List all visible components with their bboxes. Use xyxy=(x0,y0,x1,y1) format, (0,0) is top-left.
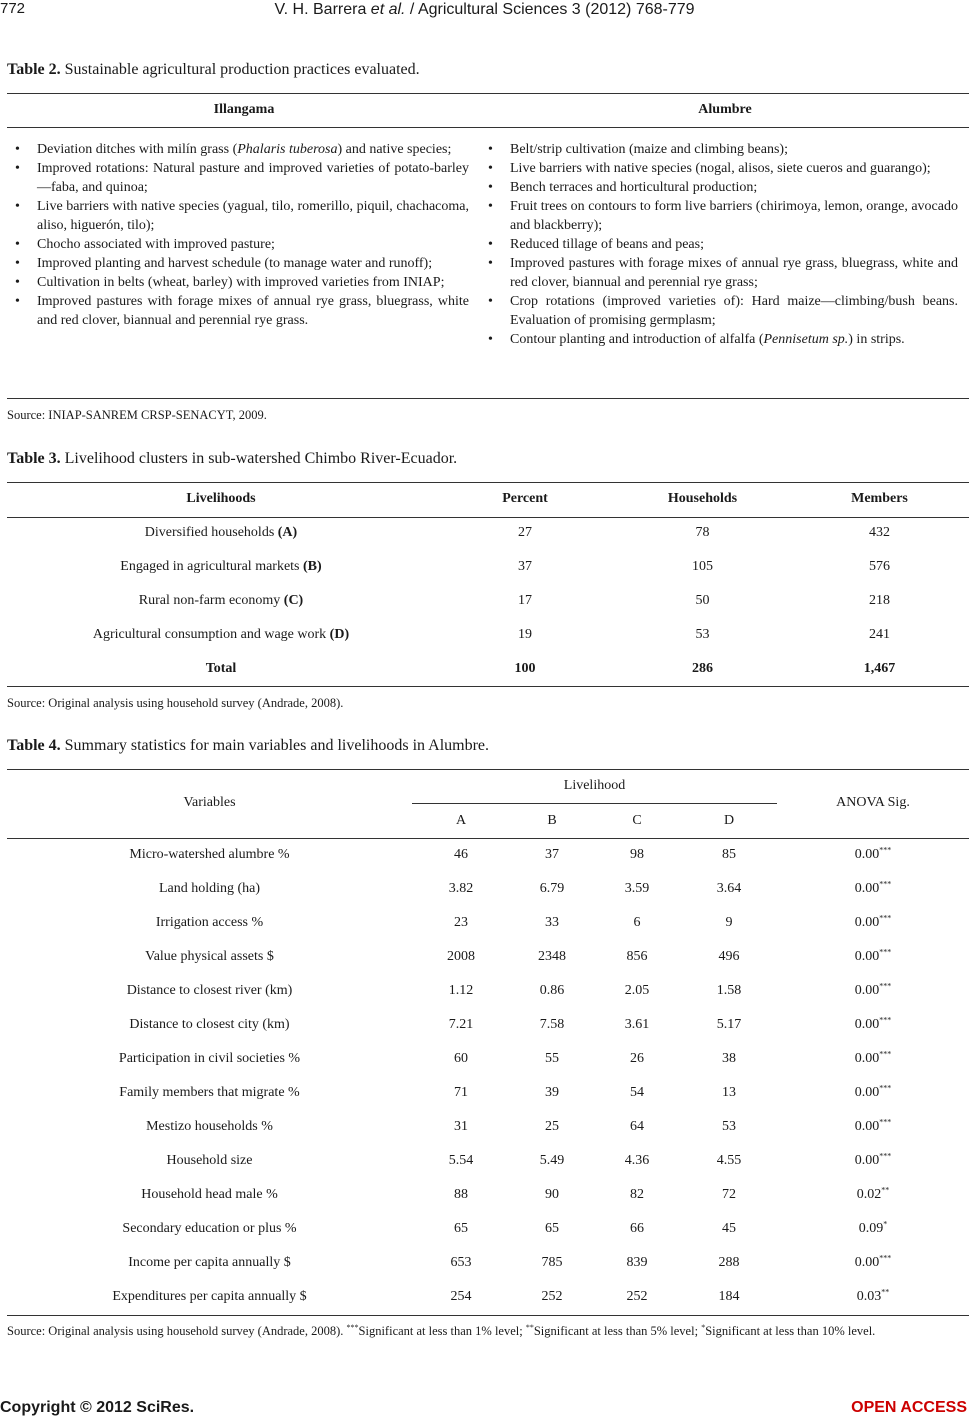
table4-variable-cell: Mestizo households % xyxy=(146,1119,273,1134)
table4-d-cell: 1.58 xyxy=(716,983,742,998)
table4-b-cell: 785 xyxy=(541,1255,563,1270)
table4-variable-cell: Income per capita annually $ xyxy=(128,1255,291,1270)
table4-sig-stars: *** xyxy=(879,1083,892,1093)
table4-d-cell: 13 xyxy=(722,1085,736,1100)
table3-members-cell: 241 xyxy=(869,627,890,642)
table4-a-cell: 254 xyxy=(450,1289,472,1304)
table3-livelihood-code: (D) xyxy=(329,627,350,642)
table3-bottom-rule xyxy=(7,686,969,687)
table3-livelihood-cell xyxy=(7,525,435,541)
table4-a-cell: 5.54 xyxy=(448,1153,474,1168)
table4-b-cell: 39 xyxy=(545,1085,559,1100)
table4-b-cell: 90 xyxy=(545,1187,559,1202)
table4-source xyxy=(7,1323,969,1340)
table4-sig-value: 0.00 xyxy=(854,1085,880,1100)
table4-subcol-a: A xyxy=(455,813,467,828)
table4-sig-stars: *** xyxy=(879,981,892,991)
table4-sig-cell xyxy=(777,1153,969,1169)
table2-header-rule xyxy=(7,127,969,128)
table3-livelihood-code: (C) xyxy=(283,593,304,608)
table4-c-cell: 3.59 xyxy=(624,881,650,896)
table3-col-members: Members xyxy=(851,491,908,506)
table4-d-cell: 85 xyxy=(722,847,736,862)
table4-sig-stars: *** xyxy=(879,1015,892,1025)
table3-livelihood-name: Engaged in agricultural markets xyxy=(120,559,300,574)
table2-list-item: • Fruit trees on contours to form live barriers (chirimoya, lemon, orange, avocado and blackberry); xyxy=(480,197,958,235)
table4-c-cell: 2.05 xyxy=(624,983,650,998)
table2-bottom-rule xyxy=(7,398,969,399)
table4-sig-cell xyxy=(777,1187,969,1203)
table4-b-cell: 33 xyxy=(545,915,559,930)
table4-b-cell: 25 xyxy=(545,1119,559,1134)
table4-caption-text: Summary statistics for main variables and livelihoods in Alumbre. xyxy=(64,737,490,754)
table3-households-cell: 53 xyxy=(695,627,710,642)
table4-source-stars3: * xyxy=(701,1322,706,1332)
table4-variable-cell: Household head male % xyxy=(141,1187,278,1202)
table3-header-rule xyxy=(7,517,969,518)
table2-list-item: • Improved planting and harvest schedule (to manage water and runoff); xyxy=(7,254,469,273)
table4-variable-cell: Irrigation access % xyxy=(155,915,264,930)
table2-list-item: • Contour planting and introduction of alfalfa (Pennisetum sp.) in strips. xyxy=(480,330,958,349)
table2-source: Source: INIAP-SANREM CRSP-SENACYT, 2009. xyxy=(7,408,267,422)
table4-c-cell: 3.61 xyxy=(624,1017,650,1032)
table4-sig-value: 0.00 xyxy=(854,1255,880,1270)
table4-source-text2: Significant at less than 5% level; xyxy=(533,1324,702,1338)
table4-d-cell: 38 xyxy=(722,1051,736,1066)
table4-a-cell: 46 xyxy=(454,847,468,862)
table4-sig-value: 0.00 xyxy=(854,949,880,964)
table3-livelihood-name: Agricultural consumption and wage work xyxy=(92,627,327,642)
table4-variable-cell: Household size xyxy=(166,1153,253,1168)
table3-percent-cell: 27 xyxy=(518,525,532,540)
table4-subcol-c: C xyxy=(632,813,642,828)
table4-sig-cell xyxy=(777,915,969,931)
table4-b-cell: 0.86 xyxy=(539,983,565,998)
table4-a-cell: 7.21 xyxy=(448,1017,474,1032)
table3-livelihood-cell xyxy=(7,593,435,609)
table4-c-cell: 54 xyxy=(630,1085,644,1100)
table4-sig-value: 0.00 xyxy=(854,1119,880,1134)
table4-a-cell: 71 xyxy=(454,1085,468,1100)
table4-sig-value: 0.00 xyxy=(854,1051,880,1066)
table4-source-text1: Significant at less than 1% level; xyxy=(358,1324,526,1338)
table4-c-cell: 839 xyxy=(626,1255,648,1270)
table3-households-cell: 78 xyxy=(695,525,710,540)
table4-b-cell: 5.49 xyxy=(539,1153,565,1168)
table2-list-item: • Bench terraces and horticultural production; xyxy=(480,178,958,197)
table3-members-cell: 432 xyxy=(869,525,890,540)
table4-b-cell: 55 xyxy=(545,1051,559,1066)
table4-sig-cell xyxy=(777,983,969,999)
table4-source-text3: Significant at less than 10% level. xyxy=(705,1324,876,1338)
table4-sig-stars: *** xyxy=(879,1117,892,1127)
table3-households-cell: 286 xyxy=(692,661,713,676)
table4-c-cell: 6 xyxy=(633,915,641,930)
table2-col-illangama: Illangama xyxy=(213,102,275,117)
table2-list-item: • Improved pastures with forage mixes of annual rye grass, bluegrass, white and red clover, biannual and perennial rye grass. xyxy=(7,292,469,330)
table4-d-cell: 184 xyxy=(718,1289,740,1304)
table4-c-cell: 252 xyxy=(626,1289,648,1304)
table2-col-alumbre: Alumbre xyxy=(698,102,752,117)
table4-sig-value: 0.02 xyxy=(856,1187,882,1202)
table4-c-cell: 26 xyxy=(630,1051,644,1066)
table4-subcol-b: B xyxy=(547,813,557,828)
table4-source-prefix: Source: Original analysis using household survey (Andrade, 2008). xyxy=(7,1324,347,1338)
table4-sig-stars: ** xyxy=(881,1185,890,1195)
table3-members-cell: 218 xyxy=(869,593,890,608)
table3-percent-cell: 17 xyxy=(518,593,532,608)
table4-c-cell: 82 xyxy=(630,1187,644,1202)
table4-variable-cell: Distance to closest city (km) xyxy=(129,1017,290,1032)
table3-col-percent: Percent xyxy=(502,491,548,506)
table4-header-rule xyxy=(7,838,969,839)
table4-b-cell: 7.58 xyxy=(539,1017,565,1032)
table4-c-cell: 66 xyxy=(630,1221,644,1236)
table4-sig-cell xyxy=(777,1085,969,1101)
table4-c-cell: 98 xyxy=(630,847,644,862)
table4-col-variables: Variables xyxy=(183,795,236,810)
table3-livelihood-cell xyxy=(7,627,435,643)
table3-livelihood-code: (A) xyxy=(277,525,298,540)
table4-sig-stars: *** xyxy=(879,913,892,923)
table3-livelihood-code: (B) xyxy=(303,559,322,574)
table2-list-item: • Crop rotations (improved varieties of): Hard maize—climbing/bush beans. Evaluation of promising germplasm; xyxy=(480,292,958,330)
table4-sig-value: 0.09 xyxy=(858,1221,884,1236)
table4-d-cell: 5.17 xyxy=(716,1017,742,1032)
table4-sig-stars: *** xyxy=(879,1253,892,1263)
table4-sig-cell xyxy=(777,1255,969,1271)
table2-list-item: • Live barriers with native species (yagual, tilo, romerillo, piquil, chachacoma, aliso, higuerón, tilo); xyxy=(7,197,469,235)
table4-b-cell: 252 xyxy=(541,1289,563,1304)
table2-illangama-list xyxy=(7,140,469,330)
table2-list-item: • Deviation ditches with milín grass (Phalaris tuberosa) and native species; xyxy=(7,140,469,159)
table4-d-cell: 4.55 xyxy=(716,1153,742,1168)
table4-sig-cell xyxy=(777,1119,969,1135)
table4-b-cell: 6.79 xyxy=(539,881,565,896)
table3-col-households: Households xyxy=(667,491,738,506)
table4-d-cell: 496 xyxy=(718,949,740,964)
table2-label: Table 2. xyxy=(7,61,61,78)
table3-top-rule xyxy=(7,482,969,483)
table3-col-livelihoods: Livelihoods xyxy=(186,491,256,506)
table2-list-item: • Belt/strip cultivation (maize and climbing beans); xyxy=(480,140,958,159)
table3-source: Source: Original analysis using household survey (Andrade, 2008). xyxy=(7,696,344,710)
table4-a-cell: 31 xyxy=(454,1119,468,1134)
table4-label: Table 4. xyxy=(7,737,61,754)
table4-sig-value: 0.00 xyxy=(854,915,880,930)
table4-b-cell: 2348 xyxy=(538,949,566,964)
table4-d-cell: 45 xyxy=(722,1221,736,1236)
table3-livelihood-cell xyxy=(7,559,435,575)
table4-variable-cell: Land holding (ha) xyxy=(158,881,261,896)
table4-variable-cell: Expenditures per capita annually $ xyxy=(112,1289,307,1304)
table3-livelihood-name: Diversified households xyxy=(144,525,275,540)
table4-d-cell: 53 xyxy=(722,1119,736,1134)
table4-d-cell: 72 xyxy=(722,1187,736,1202)
table4-d-cell: 9 xyxy=(725,915,733,930)
table4-caption xyxy=(7,737,489,755)
table2-caption-text: Sustainable agricultural production practices evaluated. xyxy=(64,61,420,78)
table4-bottom-rule xyxy=(7,1315,969,1316)
table4-source-stars1: *** xyxy=(346,1322,359,1332)
table4-a-cell: 65 xyxy=(454,1221,468,1236)
table3-members-cell: 576 xyxy=(869,559,890,574)
table4-sig-stars: *** xyxy=(879,1151,892,1161)
table4-sig-value: 0.03 xyxy=(856,1289,882,1304)
table2-list-item: • Cultivation in belts (wheat, barley) with improved varieties from INIAP; xyxy=(7,273,469,292)
table4-sig-cell xyxy=(777,847,969,863)
table4-sig-stars: ** xyxy=(881,1287,890,1297)
table4-subcol-d: D xyxy=(723,813,735,828)
table4-livelihood-rule xyxy=(412,803,777,804)
table4-b-cell: 37 xyxy=(545,847,559,862)
table3-households-cell: 105 xyxy=(692,559,713,574)
table2-top-rule xyxy=(7,93,969,94)
table4-sig-cell xyxy=(777,881,969,897)
table4-sig-cell xyxy=(777,1289,969,1305)
table4-c-cell: 4.36 xyxy=(624,1153,650,1168)
table4-a-cell: 2008 xyxy=(447,949,475,964)
table4-sig-value: 0.00 xyxy=(854,881,880,896)
table3-percent-cell: 100 xyxy=(514,661,536,676)
table4-a-cell: 23 xyxy=(454,915,468,930)
table3-percent-cell: 37 xyxy=(518,559,532,574)
table2-list-item: • Improved pastures with forage mixes of annual rye grass, bluegrass, white and red clover, biannual and perennial rye grass; xyxy=(480,254,958,292)
table4-source-stars2: ** xyxy=(525,1322,534,1332)
table4-variable-cell: Participation in civil societies % xyxy=(118,1051,301,1066)
table3-percent-cell: 19 xyxy=(518,627,532,642)
table3-caption xyxy=(7,450,457,468)
table4-sig-stars: *** xyxy=(879,1049,892,1059)
table4-a-cell: 88 xyxy=(454,1187,468,1202)
table4-sig-stars: *** xyxy=(879,879,892,889)
table4-variable-cell: Micro-watershed alumbre % xyxy=(129,847,290,862)
table3-caption-text: Livelihood clusters in sub-watershed Chimbo River-Ecuador. xyxy=(64,450,458,467)
table4-sig-value: 0.00 xyxy=(854,1153,880,1168)
table3-label: Table 3. xyxy=(7,450,61,467)
table4-col-anova: ANOVA Sig. xyxy=(836,795,910,810)
table4-a-cell: 60 xyxy=(454,1051,468,1066)
table4-d-cell: 3.64 xyxy=(716,881,742,896)
open-access-badge: OPEN ACCESS xyxy=(851,1399,967,1416)
table4-b-cell: 65 xyxy=(545,1221,559,1236)
table4-sig-stars: *** xyxy=(879,947,892,957)
table4-variable-cell: Secondary education or plus % xyxy=(122,1221,297,1236)
table4-sig-cell xyxy=(777,1221,969,1237)
table3-livelihood-name: Rural non-farm economy xyxy=(138,593,281,608)
table4-sig-value: 0.00 xyxy=(854,847,880,862)
table2-list-item: • Chocho associated with improved pasture; xyxy=(7,235,469,254)
table4-a-cell: 1.12 xyxy=(448,983,474,998)
table4-a-cell: 653 xyxy=(450,1255,472,1270)
table3-households-cell: 50 xyxy=(695,593,710,608)
table4-sig-value: 0.00 xyxy=(854,1017,880,1032)
copyright-notice: Copyright © 2012 SciRes. xyxy=(0,1399,195,1416)
table4-sig-value: 0.00 xyxy=(854,983,880,998)
table2-alumbre-list xyxy=(480,140,958,349)
table4-sig-cell xyxy=(777,1051,969,1067)
table4-col-livelihood: Livelihood xyxy=(563,778,626,793)
table4-d-cell: 288 xyxy=(718,1255,740,1270)
table3-name-cell: Total xyxy=(205,661,237,676)
table2-list-item: • Reduced tillage of beans and peas; xyxy=(480,235,958,254)
page-number: 772 xyxy=(0,0,26,17)
table2-caption xyxy=(7,61,420,79)
table4-c-cell: 64 xyxy=(630,1119,644,1134)
table2-list-item: • Improved rotations: Natural pasture and improved varieties of potato-barley—faba, and quinoa; xyxy=(7,159,469,197)
table4-sig-cell xyxy=(777,949,969,965)
table4-top-rule xyxy=(7,769,969,770)
running-head: V. H. Barrera et al. / Agricultural Sciences 3 (2012) 768-779 xyxy=(274,1,695,18)
table3-members-cell: 1,467 xyxy=(863,661,896,676)
table4-variable-cell: Value physical assets $ xyxy=(145,949,274,964)
table4-sig-stars: *** xyxy=(879,845,892,855)
table4-a-cell: 3.82 xyxy=(448,881,474,896)
table2-list-item: • Live barriers with native species (nogal, alisos, siete cueros and guarango); xyxy=(480,159,958,178)
table4-sig-cell xyxy=(777,1017,969,1033)
table4-c-cell: 856 xyxy=(626,949,648,964)
table4-variable-cell: Family members that migrate % xyxy=(119,1085,300,1100)
table4-sig-stars: * xyxy=(883,1219,888,1229)
table4-variable-cell: Distance to closest river (km) xyxy=(126,983,293,998)
